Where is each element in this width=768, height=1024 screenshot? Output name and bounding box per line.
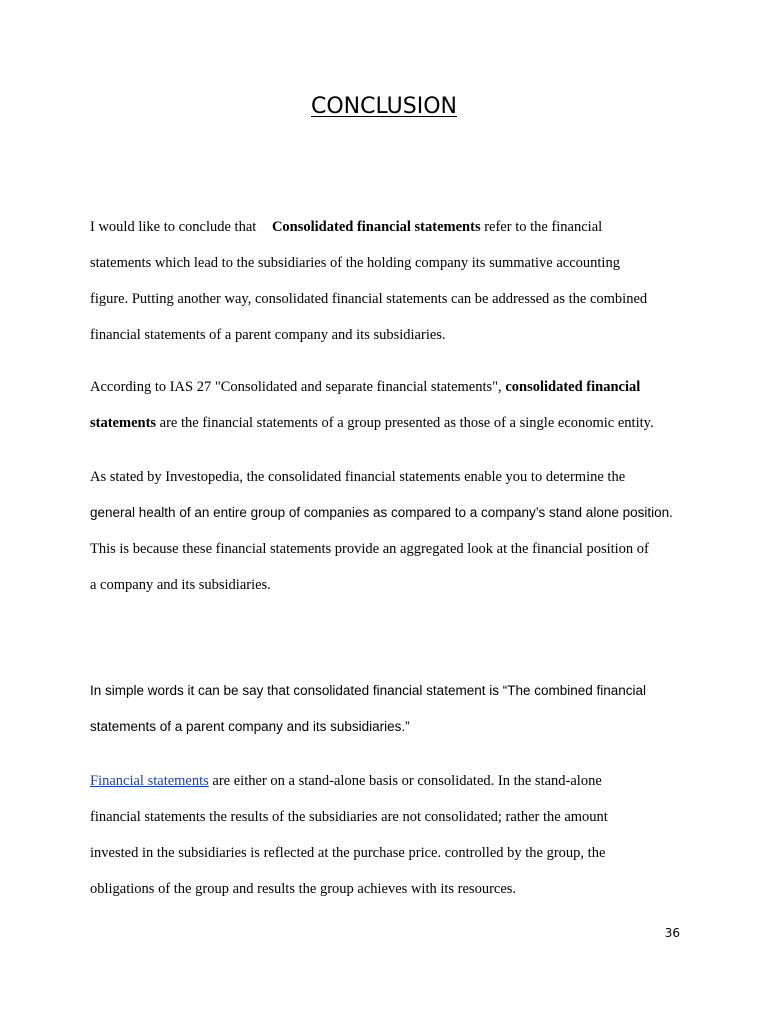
paragraph-line: financial statements of a parent company and its subsidiaries. [90,327,446,343]
paragraph-line: general health of an entire group of companies as compared to a company’s stand alone position. [90,505,673,520]
paragraph-line: a company and its subsidiaries. [90,577,271,593]
paragraph-line [90,771,690,807]
text-run: refer to the financial [480,219,603,235]
paragraph-simple-words [90,681,690,753]
paragraph-line: This is because these financial statements provide an aggregated look at the financial position of [90,541,649,557]
page-number: 36 [664,926,680,940]
bold-term: Consolidated financial statements [271,219,481,235]
paragraph-line: As stated by Investopedia, the consolidated financial statements enable you to determine the [90,469,626,485]
paragraph-line: In simple words it can be say that consolidated financial statement is “The combined financial [90,683,647,698]
text-run: are the financial statements of a group presented as those of a single economic entity. [156,415,654,431]
paragraph-line: statements of a parent company and its subsidiaries.” [90,719,410,734]
bold-term: statements [90,415,157,431]
text-run: According to IAS 27 "Consolidated and separate financial statements", [90,379,506,395]
paragraph-line [90,413,690,449]
paragraph-line [90,217,690,253]
text-run: are either on a stand-alone basis or consolidated. In the stand-alone [208,773,602,789]
page-title: CONCLUSION [311,94,457,119]
paragraph-line [90,377,690,413]
paragraph-line: figure. Putting another way, consolidated financial statements can be addressed as the combined [90,291,648,307]
paragraph-investopedia [90,467,690,611]
paragraph-line: financial statements the results of the subsidiaries are not consolidated; rather the amount [90,809,608,825]
paragraph-ias27 [90,377,690,449]
paragraph-standalone [90,771,690,915]
paragraph-line: obligations of the group and results the group achieves with its resources. [90,881,517,897]
financial-statements-link[interactable]: Financial statements [90,773,209,789]
paragraph-line: statements which lead to the subsidiaries of the holding company its summative accounting [90,255,620,271]
paragraph-intro [90,217,690,361]
paragraph-line: invested in the subsidiaries is reflected at the purchase price. controlled by the group, the [90,845,606,861]
text-run: I would like to conclude that [90,219,260,235]
bold-term: consolidated financial [505,379,641,395]
